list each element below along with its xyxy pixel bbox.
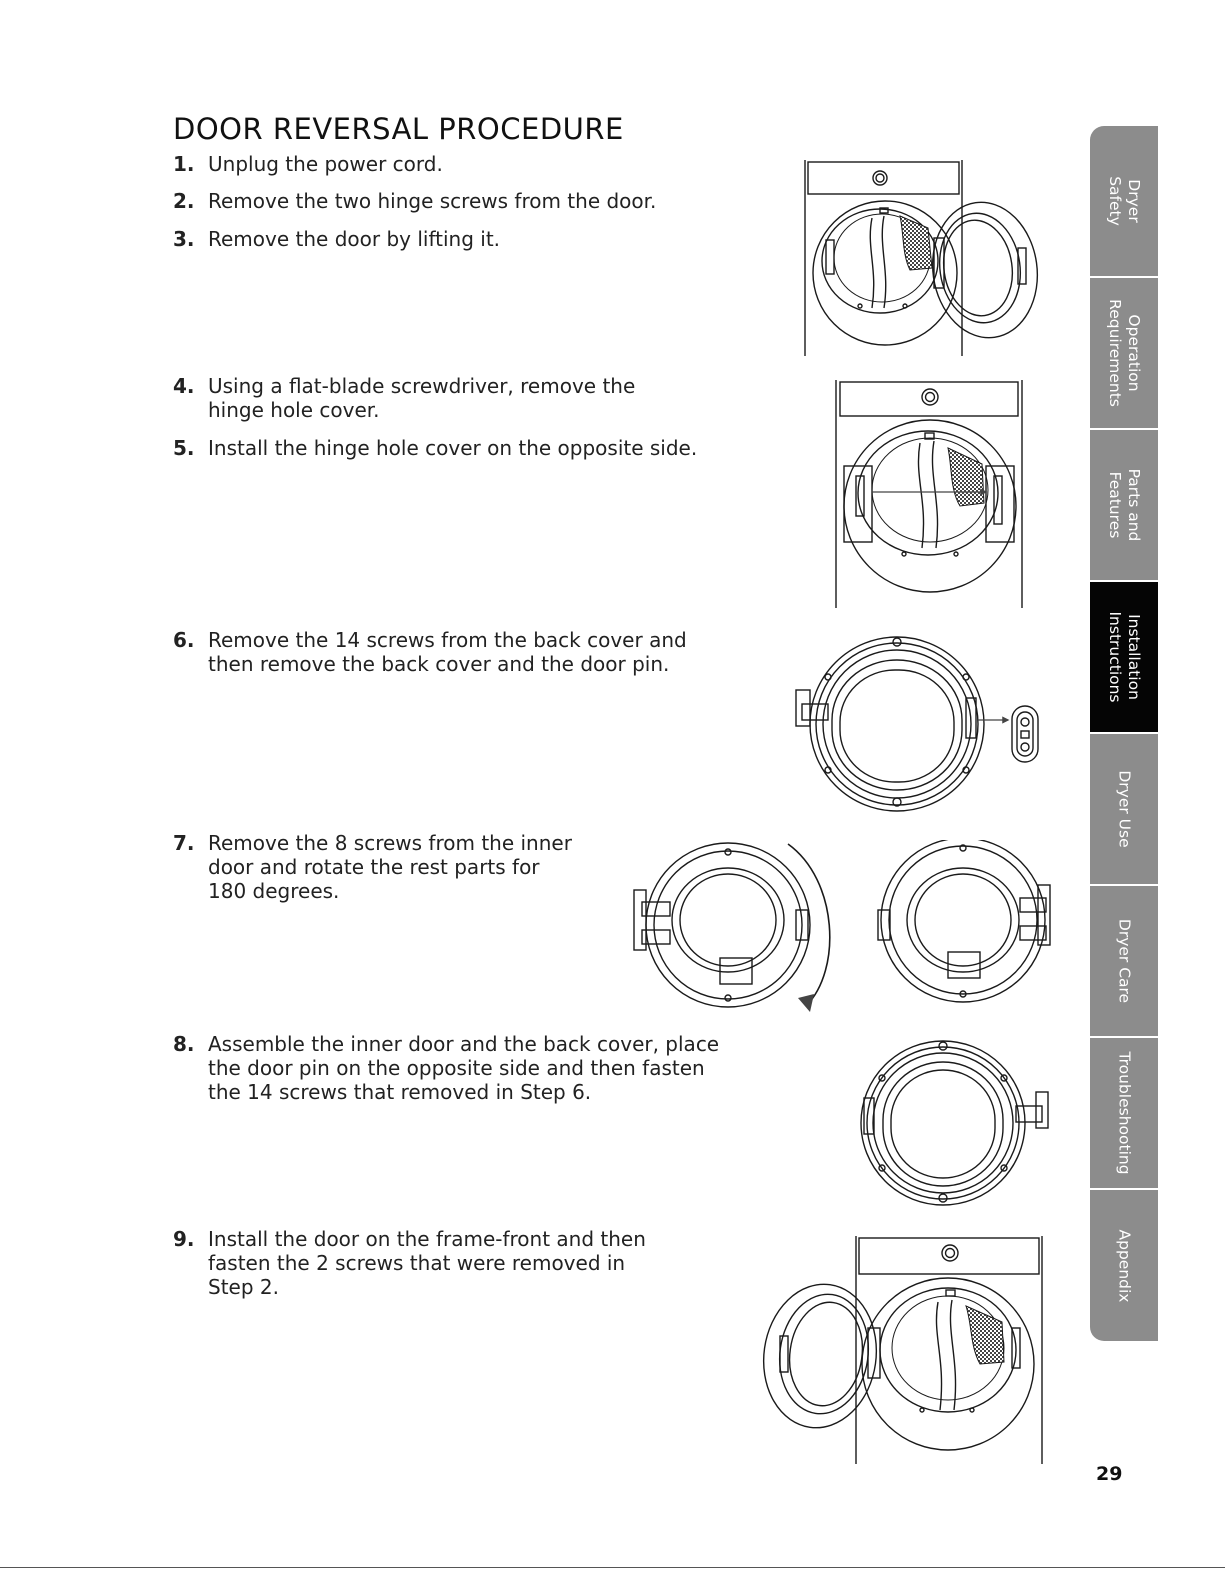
tab-troubleshooting[interactable] — [1090, 1038, 1158, 1189]
bottom-rule — [0, 1567, 1225, 1568]
step-number: 8. — [173, 1032, 195, 1056]
step-text-line: Remove the 14 screws from the back cover and — [208, 628, 687, 652]
step-text-line: hinge hole cover. — [208, 398, 380, 422]
step-7 — [173, 831, 572, 903]
step-text: Remove the two hinge screws from the door. — [208, 189, 657, 213]
tab-label: Troubleshooting — [1115, 1051, 1134, 1175]
step-text: Remove the door by lifting it. — [208, 227, 501, 251]
step-number: 3. — [173, 227, 195, 251]
tab-label: Dryer Care — [1115, 918, 1134, 1004]
step-text-line: Step 2. — [208, 1275, 279, 1299]
tab-appendix[interactable] — [1090, 1190, 1158, 1341]
step-text: Unplug the power cord. — [208, 152, 443, 176]
tab-label: Parts and Features — [1106, 468, 1143, 542]
step-6 — [173, 628, 687, 676]
tab-dryer-use[interactable] — [1090, 734, 1158, 885]
step-text-line: then remove the back cover and the door pin. — [208, 652, 670, 676]
step-text-line: the 14 screws that removed in Step 6. — [208, 1080, 592, 1104]
step-text-line: the door pin on the opposite side and then fasten — [208, 1056, 705, 1080]
figure-door-back-cover-pin — [790, 632, 1050, 817]
step-4 — [173, 374, 635, 422]
step-number: 4. — [173, 374, 195, 398]
step-text-line: door and rotate the rest parts for — [208, 855, 540, 879]
step-number: 7. — [173, 831, 195, 855]
step-9 — [173, 1227, 646, 1299]
page-number: 29 — [1096, 1463, 1123, 1485]
figure-dryer-door-open-right — [800, 158, 1050, 358]
figure-inner-door-rotate — [628, 840, 1058, 1015]
step-text-line: 180 degrees. — [208, 879, 340, 903]
tab-installation-instructions[interactable] — [1090, 582, 1158, 733]
step-text-line: Install the door on the frame-front and then — [208, 1227, 646, 1251]
step-number: 1. — [173, 152, 195, 176]
step-number: 2. — [173, 189, 195, 213]
step-8 — [173, 1032, 719, 1104]
figure-door-installed-left — [758, 1232, 1048, 1467]
tab-label: Operation Requirements — [1106, 299, 1143, 407]
step-text-line: Assemble the inner door and the back cover, place — [208, 1032, 720, 1056]
tab-operation-requirements[interactable] — [1090, 278, 1158, 429]
step-1 — [173, 152, 443, 176]
step-text: Install the hinge hole cover on the opposite side. — [208, 436, 698, 460]
page-title: DOOR REVERSAL PROCEDURE — [173, 112, 624, 147]
tab-dryer-care[interactable] — [1090, 886, 1158, 1037]
step-text-line: fasten the 2 screws that were removed in — [208, 1251, 626, 1275]
tab-label: Dryer Safety — [1106, 176, 1143, 226]
tab-parts-and-features[interactable] — [1090, 430, 1158, 581]
figure-hinge-hole-cover — [832, 378, 1032, 610]
step-2 — [173, 189, 656, 213]
tab-label: Installation Instructions — [1106, 611, 1143, 703]
step-text-line: Remove the 8 screws from the inner — [208, 831, 572, 855]
tab-dryer-safety[interactable] — [1090, 126, 1158, 277]
step-number: 9. — [173, 1227, 195, 1251]
step-3 — [173, 227, 500, 251]
tab-label: Appendix — [1115, 1229, 1134, 1302]
step-number: 6. — [173, 628, 195, 652]
figure-door-reassembled — [856, 1038, 1056, 1213]
step-number: 5. — [173, 436, 195, 460]
tab-label: Dryer Use — [1115, 770, 1134, 848]
step-text-line: Using a flat-blade screwdriver, remove the — [208, 374, 636, 398]
step-5 — [173, 436, 697, 460]
